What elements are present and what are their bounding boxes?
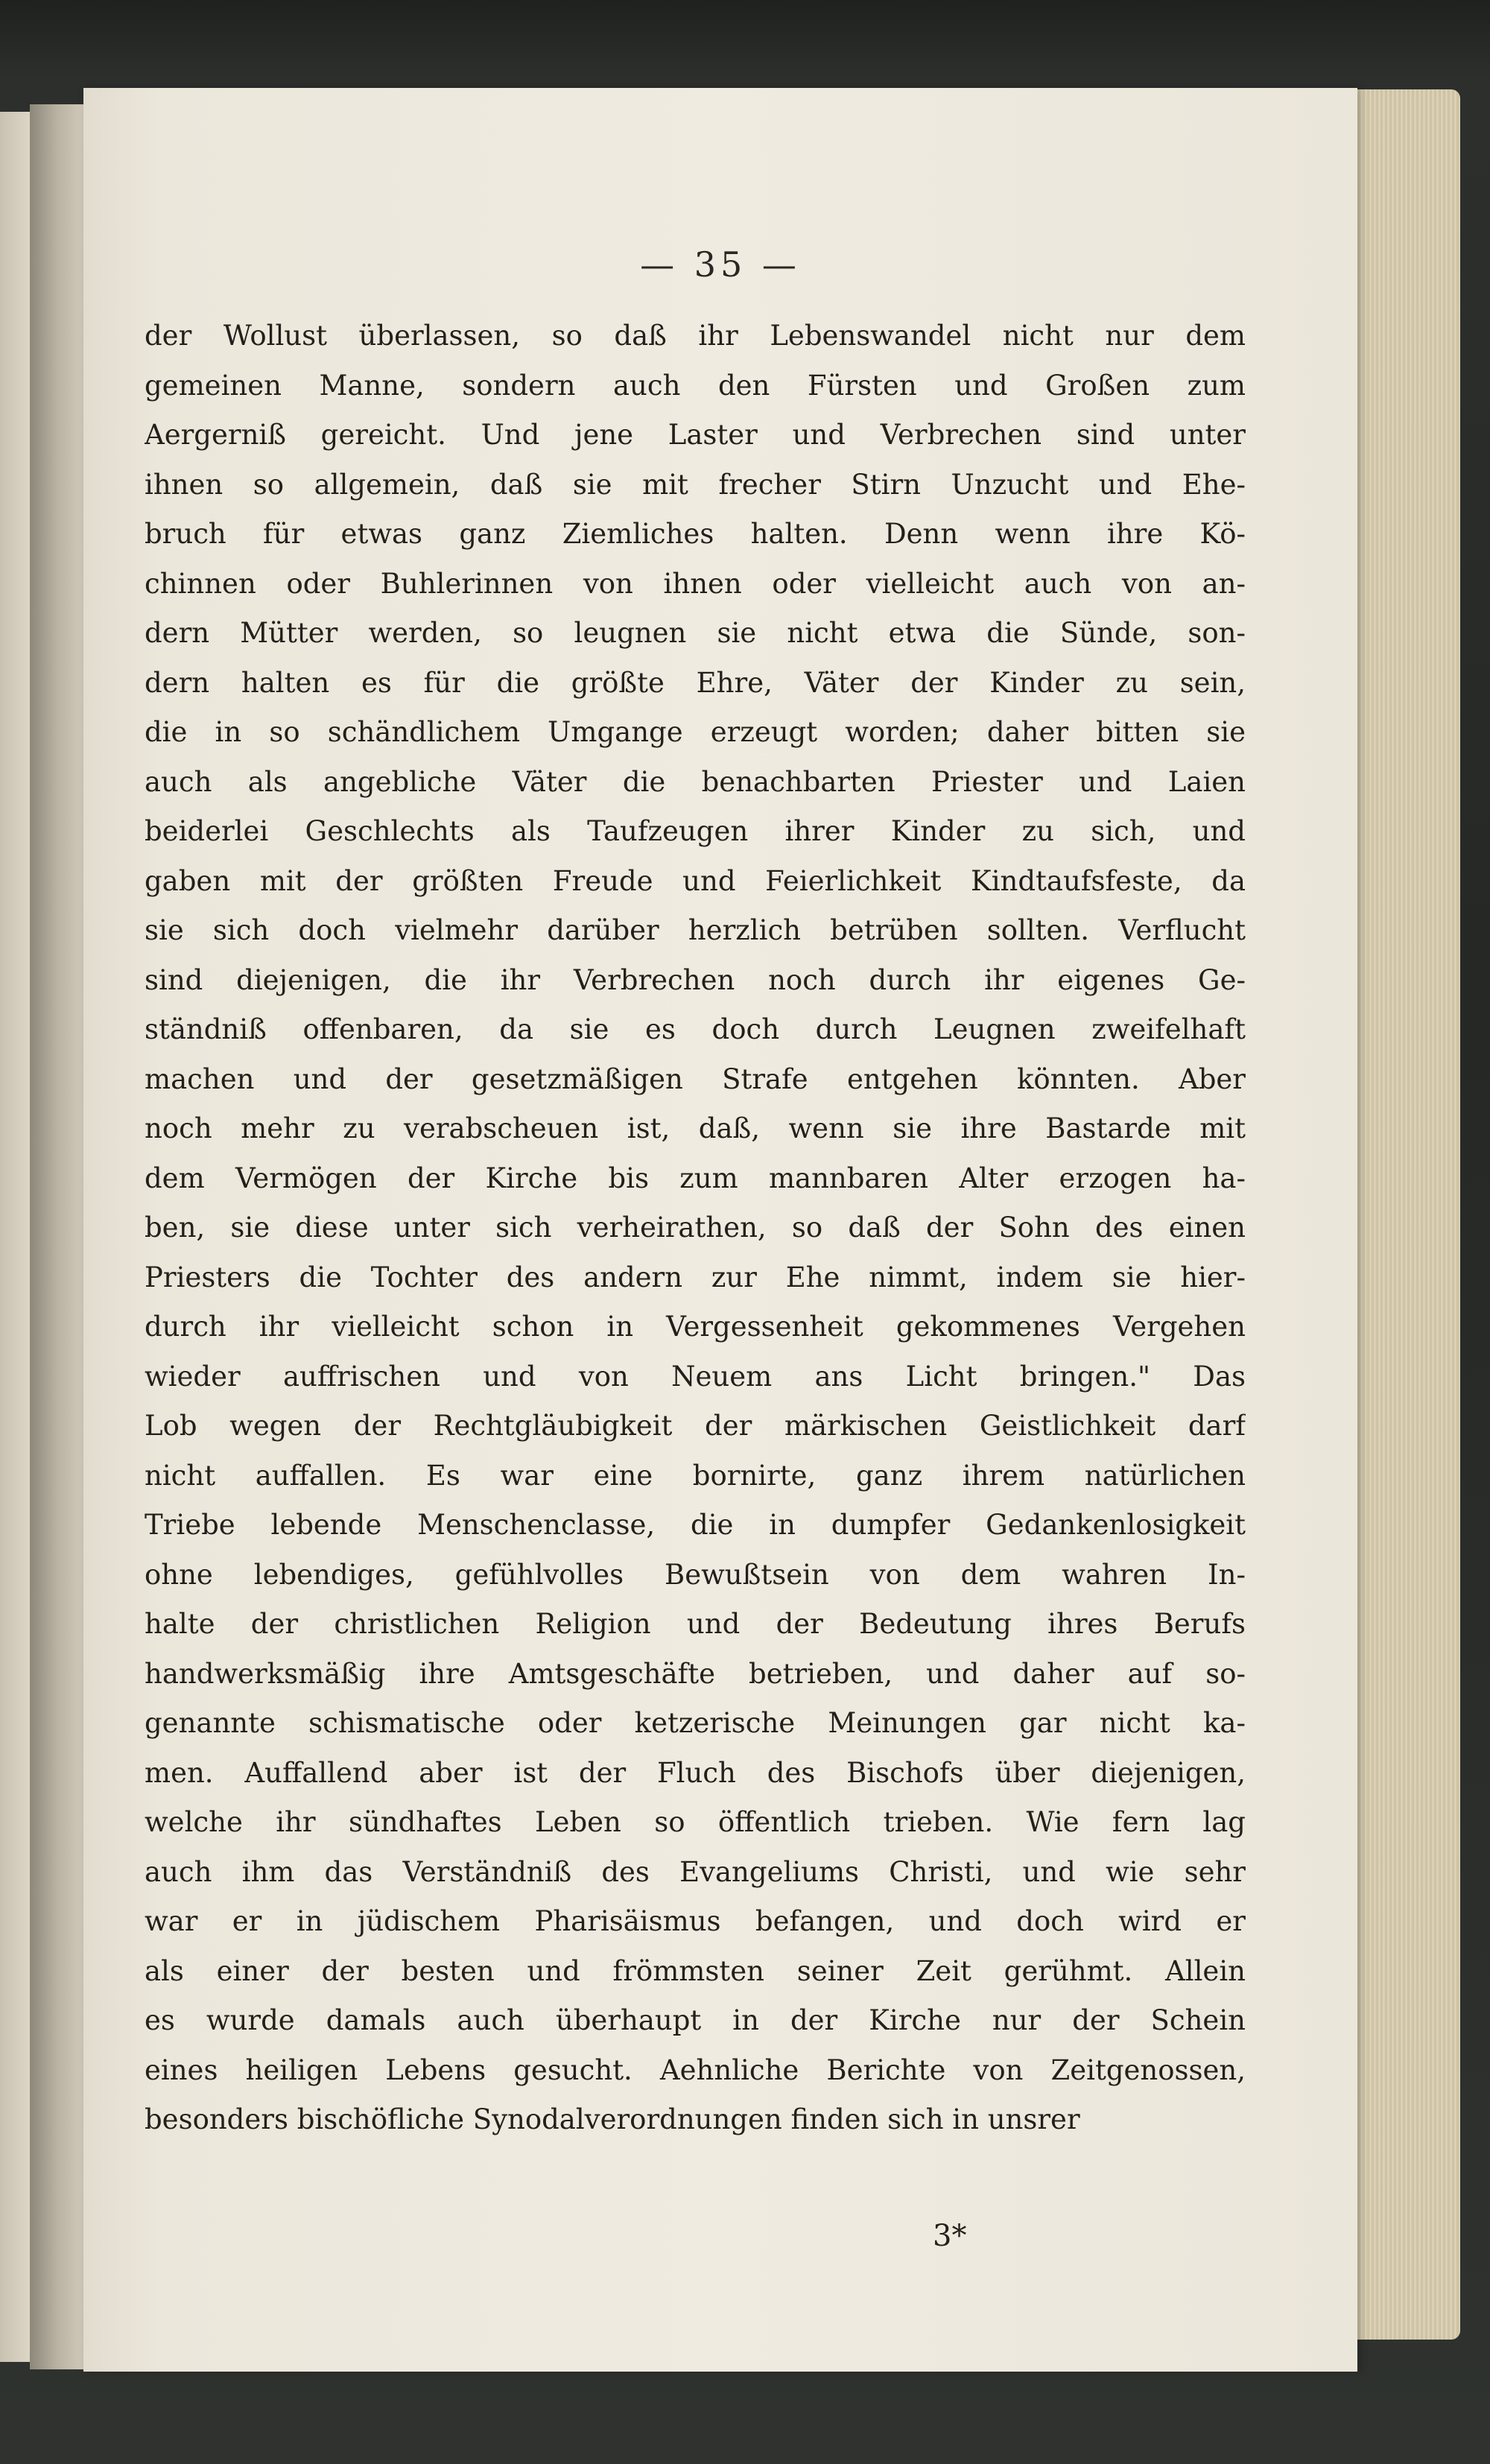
text-line: der Wollust überlassen, so daß ihr Lebenswandel nicht nur dem [145, 320, 1246, 352]
text-line: bruch für etwas ganz Ziemliches halten. Denn wenn ihre Kö- [145, 518, 1246, 550]
text-line: welche ihr sündhaftes Leben so öffentlich trieben. Wie fern lag [145, 1806, 1246, 1838]
text-line: gaben mit der größten Freude und Feierlichkeit Kindtaufsfeste, da [145, 864, 1246, 897]
book-gutter [30, 104, 89, 2369]
text-line: beiderlei Geschlechts als Taufzeugen ihrer Kinder zu sich, und [145, 815, 1246, 847]
text-line: men. Auffallend aber ist der Fluch des Bischofs über diejenigen, [145, 1756, 1246, 1789]
text-line: machen und der gesetzmäßigen Strafe entgehen könnten. Aber [145, 1062, 1246, 1095]
text-line: noch mehr zu verabscheuen ist, daß, wenn sie ihre Bastarde mit [145, 1112, 1246, 1144]
text-line: gemeinen Manne, sondern auch den Fürsten und Großen zum [145, 369, 1246, 402]
text-line: die in so schändlichem Umgange erzeugt worden; daher bitten sie [145, 716, 1246, 748]
text-line: dem Vermögen der Kirche bis zum mannbaren Alter erzogen ha- [145, 1162, 1246, 1194]
text-line: ohne lebendiges, gefühlvolles Bewußtsein von dem wahren In- [145, 1558, 1246, 1591]
text-line: besonders bischöfliche Synodalverordnungen finden sich in unsrer [145, 2103, 1080, 2135]
text-line: handwerksmäßig ihre Amtsgeschäfte betrieben, und daher auf so- [145, 1657, 1246, 1690]
text-line: eines heiligen Lebens gesucht. Aehnliche Berichte von Zeitgenossen, [145, 2053, 1246, 2086]
text-line: war er in jüdischem Pharisäismus befangen, und doch wird er [145, 1905, 1246, 1937]
text-line: auch ihm das Verständniß des Evangeliums Christi, und wie sehr [145, 1855, 1246, 1888]
text-line: Priesters die Tochter des andern zur Ehe nimmt, indem sie hier- [145, 1261, 1246, 1293]
text-line: Triebe lebende Menschenclasse, die in dumpfer Gedankenlosigkeit [145, 1509, 1246, 1541]
text-line: halte der christlichen Religion und der Bedeutung ihres Berufs [145, 1608, 1246, 1640]
text-line: chinnen oder Buhlerinnen von ihnen oder vielleicht auch von an- [145, 567, 1246, 600]
text-line: Aergerniß gereicht. Und jene Laster und Verbrechen sind unter [145, 419, 1246, 451]
text-line: ihnen so allgemein, daß sie mit frecher Stirn Unzucht und Ehe- [145, 468, 1246, 501]
text-line: genannte schismatische oder ketzerische Meinungen gar nicht ka- [145, 1707, 1246, 1739]
text-line: auch als angebliche Väter die benachbarten Priester und Laien [145, 765, 1246, 798]
page-number-header: — 35 — [640, 244, 801, 285]
text-line: als einer der besten und frömmsten seiner Zeit gerühmt. Allein [145, 1954, 1246, 1987]
text-line: sind diejenigen, die ihr Verbrechen noch durch ihr eigenes Ge- [145, 963, 1246, 996]
page-text [145, 311, 1246, 2145]
text-line: nicht auffallen. Es war eine bornirte, ganz ihrem natürlichen [145, 1459, 1246, 1492]
signature-mark: 3* [933, 2219, 967, 2253]
text-line: wieder auffrischen und von Neuem ans Licht bringen." Das [145, 1360, 1246, 1393]
book-page [83, 88, 1357, 2372]
text-line: dern Mütter werden, so leugnen sie nicht etwa die Sünde, son- [145, 617, 1246, 649]
text-line: ständniß offenbaren, da sie es doch durch Leugnen zweifelhaft [145, 1013, 1246, 1045]
text-line: ben, sie diese unter sich verheirathen, so daß der Sohn des einen [145, 1212, 1246, 1244]
text-line: Lob wegen der Rechtgläubigkeit der märkischen Geistlichkeit darf [145, 1410, 1246, 1442]
text-line: es wurde damals auch überhaupt in der Kirche nur der Schein [145, 2004, 1246, 2036]
text-line: sie sich doch vielmehr darüber herzlich betrüben sollten. Verflucht [145, 914, 1246, 946]
cover-band [0, 0, 1490, 78]
text-line: durch ihr vielleicht schon in Vergessenheit gekommenes Vergehen [145, 1311, 1246, 1343]
text-line: dern halten es für die größte Ehre, Väter der Kinder zu sein, [145, 666, 1246, 699]
